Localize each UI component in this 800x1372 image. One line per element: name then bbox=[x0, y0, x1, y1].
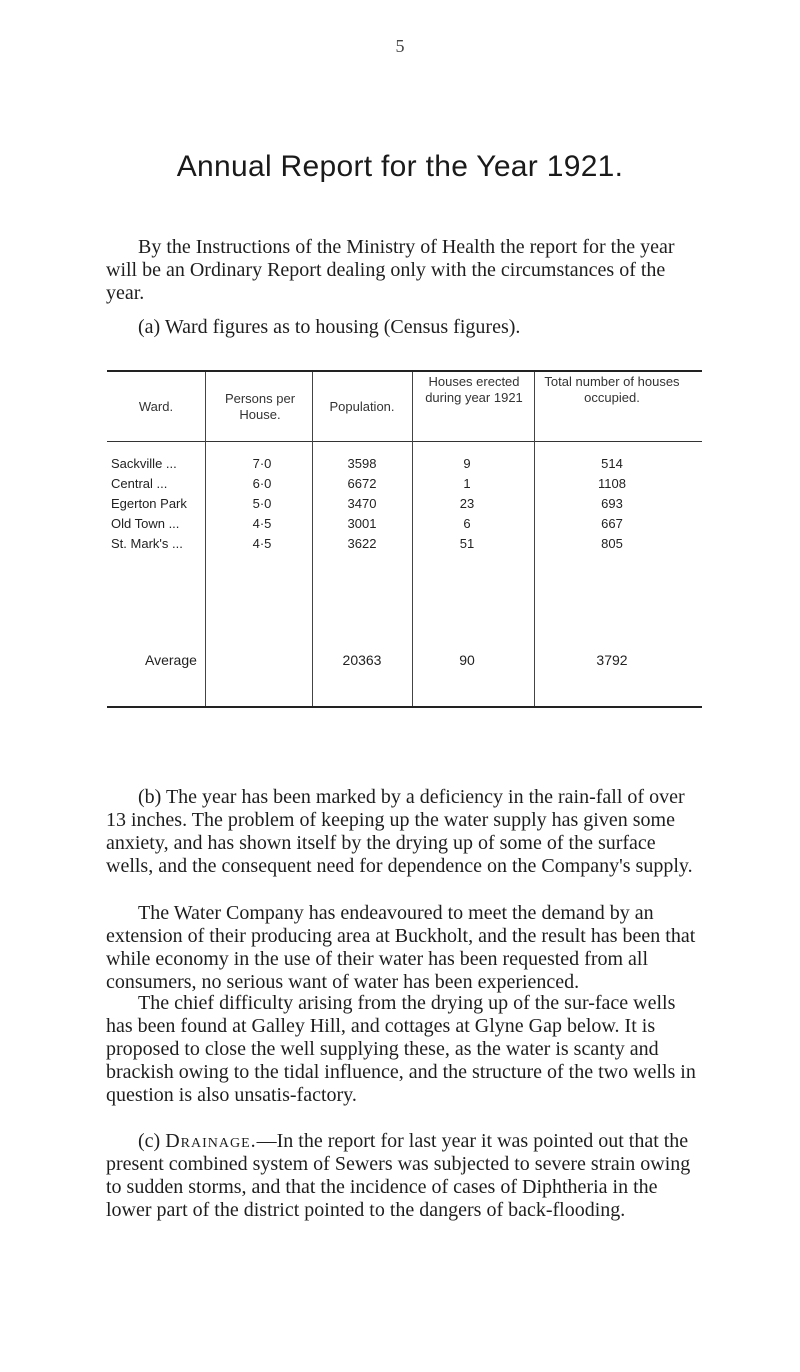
table-bottom-rule bbox=[107, 706, 702, 708]
table-row bbox=[107, 474, 702, 494]
cell-average-label: Average bbox=[145, 652, 197, 668]
cell-ward: St. Mark's ... bbox=[111, 536, 183, 551]
section-c-paragraph bbox=[106, 1130, 706, 1222]
cell-population: 20363 bbox=[342, 652, 382, 668]
table-average-row bbox=[107, 650, 702, 670]
section-a-heading bbox=[106, 316, 706, 339]
header-total-occupied: Total number of houses occupied. bbox=[544, 374, 680, 405]
chief-difficulty-text: The chief difficulty arising from the drying up of the sur-face wells has been found at Galley Hill, and cottages at Glyne Gap below. It is proposed to close the well supplying these, as the water is scanty and brackish owing to the tidal influence, and the structure of the two wells in question is also unsatis-factory. bbox=[106, 992, 696, 1106]
intro-text: By the Instructions of the Ministry of Health the report for the year will be an Ordinary Report dealing only with the circumstances of the year. bbox=[106, 236, 675, 304]
cell-persons-per-house: 5·0 bbox=[252, 496, 272, 511]
table-row bbox=[107, 534, 702, 554]
table-header-rule bbox=[107, 441, 702, 442]
table-top-rule bbox=[107, 370, 702, 372]
header-houses-erected: Houses erected during year 1921 bbox=[425, 374, 523, 405]
cell-population: 6672 bbox=[347, 476, 377, 491]
cell-persons-per-house: 4·5 bbox=[252, 536, 272, 551]
cell-ward: Egerton Park bbox=[111, 496, 187, 511]
cell-persons-per-house: 4·5 bbox=[252, 516, 272, 531]
cell-total-occupied: 514 bbox=[601, 456, 623, 471]
section-c-heading: Drainage. bbox=[165, 1130, 257, 1152]
water-company-paragraph bbox=[106, 902, 706, 994]
cell-total-occupied: 693 bbox=[601, 496, 623, 511]
cell-houses-erected: 23 bbox=[459, 496, 475, 511]
cell-total-occupied: 3792 bbox=[596, 652, 628, 668]
cell-population: 3622 bbox=[347, 536, 377, 551]
cell-ward: Old Town ... bbox=[111, 516, 180, 531]
header-population: Population. bbox=[329, 399, 395, 414]
section-c-label: (c) bbox=[138, 1130, 161, 1152]
chief-difficulty-paragraph bbox=[106, 992, 706, 1107]
section-a-text: (a) Ward figures as to housing (Census figures). bbox=[138, 316, 521, 338]
report-title: Annual Report for the Year 1921. bbox=[176, 150, 624, 183]
cell-total-occupied: 667 bbox=[601, 516, 623, 531]
section-b-paragraph bbox=[106, 786, 706, 878]
cell-houses-erected: 51 bbox=[459, 536, 475, 551]
cell-houses-erected: 6 bbox=[463, 516, 471, 531]
cell-persons-per-house: 7·0 bbox=[252, 456, 272, 471]
header-persons-per-house: Persons per House. bbox=[224, 391, 296, 422]
intro-paragraph bbox=[106, 236, 706, 305]
table-row bbox=[107, 454, 702, 474]
cell-ward: Sackville ... bbox=[111, 456, 177, 471]
cell-houses-erected: 1 bbox=[463, 476, 471, 491]
cell-houses-erected: 90 bbox=[459, 652, 475, 668]
table-row bbox=[107, 514, 702, 534]
header-ward: Ward. bbox=[138, 399, 174, 414]
cell-houses-erected: 9 bbox=[463, 456, 471, 471]
housing-table bbox=[107, 370, 702, 708]
cell-total-occupied: 805 bbox=[601, 536, 623, 551]
cell-population: 3598 bbox=[347, 456, 377, 471]
cell-population: 3001 bbox=[347, 516, 377, 531]
table-row bbox=[107, 494, 702, 514]
page-number: 5 bbox=[395, 36, 405, 56]
cell-total-occupied: 1108 bbox=[598, 476, 626, 491]
cell-ward: Central ... bbox=[111, 476, 168, 491]
section-c-text: —In the report for last year it was pointed out that the present combined system of Sewers was subjected to severe strain owing to sudden storms, and that the incidence of cases of Diphtheria in the lower part of the district pointed to the dangers of back-flooding. bbox=[106, 1130, 691, 1221]
water-company-text: The Water Company has endeavoured to meet the demand by an extension of their producing area at Buckholt, and the result has been that while economy in the use of their water has been requested from all consumers, no serious want of water has been experienced. bbox=[106, 902, 696, 993]
cell-population: 3470 bbox=[347, 496, 377, 511]
section-b-text: (b) The year has been marked by a deficiency in the rain-fall of over 13 inches. The problem of keeping up the water supply has given some anxiety, and has shown itself by the drying up of some of the surface wells, and the consequent need for dependence on the Company's supply. bbox=[106, 786, 693, 877]
cell-persons-per-house: 6·0 bbox=[252, 476, 272, 491]
